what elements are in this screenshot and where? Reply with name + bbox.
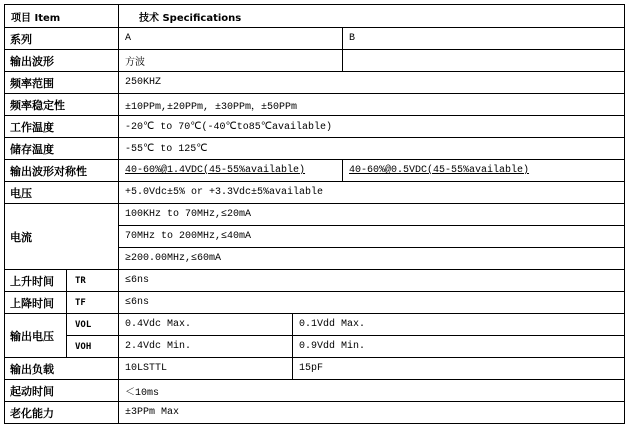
row-fall-time (5, 292, 625, 314)
label-freq-range: 频率范围 (5, 72, 119, 94)
fall-time-value: ≤6ns (119, 292, 625, 314)
rise-time-value: ≤6ns (119, 270, 625, 292)
spec-table (4, 4, 625, 424)
voh-b: 0.9Vdd Min. (293, 336, 625, 358)
freq-range-value: 250KHZ (119, 72, 625, 94)
row-output-voltage-voh (5, 336, 625, 358)
row-voltage (5, 182, 625, 204)
label-op-temp: 工作温度 (5, 116, 119, 138)
label-voltage: 电压 (5, 182, 119, 204)
current-value-3: ≥200.00MHz,≤60mA (119, 248, 625, 270)
series-a: A (119, 28, 343, 50)
series-b: B (343, 28, 625, 50)
waveform-empty (343, 50, 625, 72)
label-output-voltage: 输出电压 (5, 314, 67, 358)
aging-value: ±3PPm Max (119, 402, 625, 424)
symmetry-a: 40-60%@1.4VDC(45-55%available) (125, 165, 306, 176)
symmetry-a-cell (119, 160, 343, 182)
storage-temp-value: -55℃ to 125℃ (119, 138, 625, 160)
sub-voh: VOH (67, 336, 119, 358)
row-output-load (5, 358, 625, 380)
current-value-1: 100KHz to 70MHz,≤20mA (119, 204, 625, 226)
symmetry-b-cell (343, 160, 625, 182)
row-symmetry (5, 160, 625, 182)
label-output-load: 输出负载 (5, 358, 119, 380)
header-item: 项目 Item (5, 5, 119, 28)
label-freq-stability: 频率稳定性 (5, 94, 119, 116)
output-load-b: 15pF (293, 358, 625, 380)
op-temp-value: -20℃ to 70℃(-40℃to85℃available) (119, 116, 625, 138)
label-symmetry: 输出波形对称性 (5, 160, 119, 182)
row-current-1 (5, 204, 625, 226)
label-startup-time: 起动时间 (5, 380, 119, 402)
startup-time-value: ＜10ms (119, 380, 625, 402)
label-fall-time: 上降时间 (5, 292, 67, 314)
freq-stability-value: ±10PPm,±20PPm, ±30PPm，±50PPm (119, 94, 625, 116)
sub-vol: VOL (67, 314, 119, 336)
voh-a: 2.4Vdc Min. (119, 336, 293, 358)
current-value-2: 70MHz to 200MHz,≤40mA (119, 226, 625, 248)
row-aging (5, 402, 625, 424)
label-current: 电流 (5, 204, 119, 270)
waveform-value: 方波 (119, 50, 343, 72)
row-rise-time (5, 270, 625, 292)
output-load-a: 10LSTTL (119, 358, 293, 380)
label-storage-temp: 储存温度 (5, 138, 119, 160)
vol-b: 0.1Vdd Max. (293, 314, 625, 336)
label-aging: 老化能力 (5, 402, 119, 424)
row-waveform (5, 50, 625, 72)
label-rise-time: 上升时间 (5, 270, 67, 292)
row-freq-range (5, 72, 625, 94)
label-waveform: 输出波形 (5, 50, 119, 72)
label-series: 系列 (5, 28, 119, 50)
voltage-value: +5.0Vdc±5% or +3.3Vdc±5%available (119, 182, 625, 204)
header-row (5, 5, 625, 28)
vol-a: 0.4Vdc Max. (119, 314, 293, 336)
header-spec: 技术 Specifications (119, 5, 625, 28)
symmetry-b: 40-60%@0.5VDC(45-55%available) (349, 165, 530, 176)
row-startup-time (5, 380, 625, 402)
sub-tr: TR (67, 270, 119, 292)
row-series (5, 28, 625, 50)
row-storage-temp (5, 138, 625, 160)
row-output-voltage-vol (5, 314, 625, 336)
row-freq-stability (5, 94, 625, 116)
sub-tf: TF (67, 292, 119, 314)
row-op-temp (5, 116, 625, 138)
